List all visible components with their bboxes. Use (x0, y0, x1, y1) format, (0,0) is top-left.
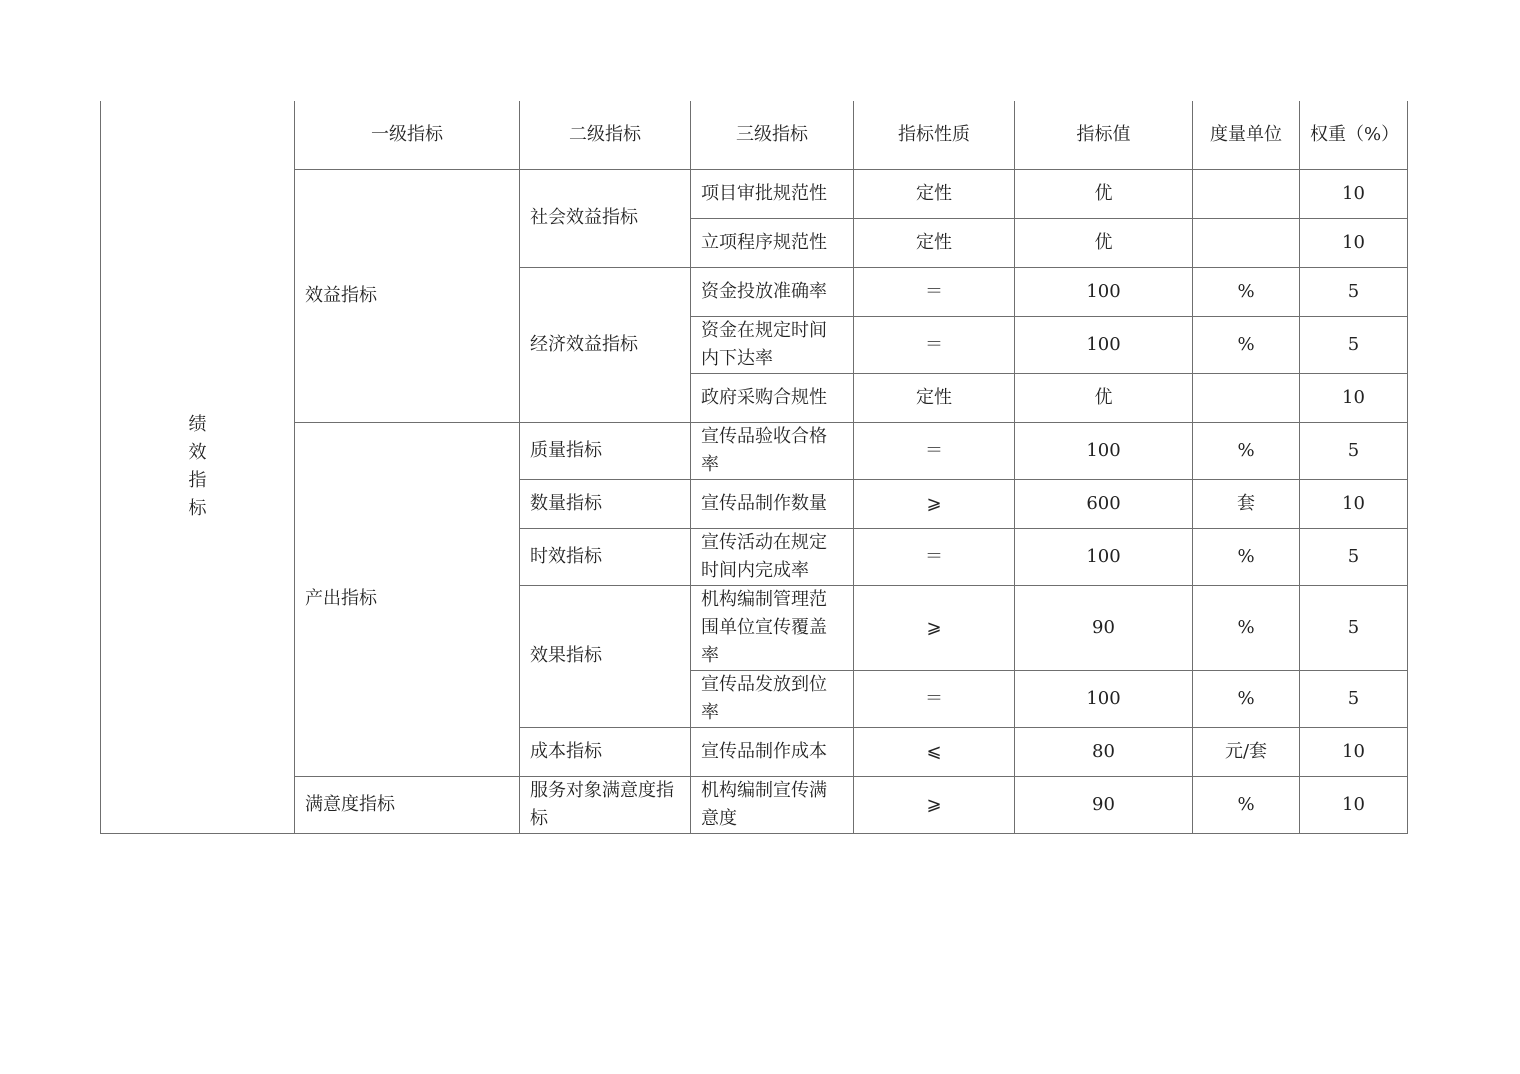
subgroup-cell-cost: 成本指标 (520, 727, 691, 776)
nature-cell: 定性 (854, 218, 1015, 267)
level3-cell: 资金在规定时间内下达率 (691, 316, 854, 373)
value-cell: 90 (1015, 585, 1193, 670)
level3-cell: 宣传活动在规定时间内完成率 (691, 528, 854, 585)
header-value: 指标值 (1015, 101, 1193, 169)
subgroup-cell-effect: 效果指标 (520, 585, 691, 727)
value-cell: 600 (1015, 479, 1193, 528)
nature-cell: ＝ (854, 422, 1015, 479)
table-row (101, 776, 1408, 833)
level3-cell: 项目审批规范性 (691, 169, 854, 218)
value-cell: 100 (1015, 316, 1193, 373)
weight-cell: 10 (1300, 776, 1408, 833)
value-cell: 优 (1015, 218, 1193, 267)
weight-cell: 10 (1300, 169, 1408, 218)
weight-cell: 5 (1300, 316, 1408, 373)
value-cell: 100 (1015, 267, 1193, 316)
nature-cell: ＝ (854, 528, 1015, 585)
value-cell: 80 (1015, 727, 1193, 776)
subgroup-cell-quality: 质量指标 (520, 422, 691, 479)
performance-indicator-table (100, 101, 1408, 834)
section-label-char: 指 (188, 469, 207, 491)
weight-cell: 5 (1300, 585, 1408, 670)
unit-cell: % (1193, 267, 1300, 316)
subgroup-cell-service: 服务对象满意度指标 (520, 776, 691, 833)
nature-cell: 定性 (854, 169, 1015, 218)
nature-cell: ⩾ (854, 585, 1015, 670)
level3-cell: 机构编制宣传满意度 (691, 776, 854, 833)
unit-cell (1193, 373, 1300, 422)
group-cell-satisfaction: 满意度指标 (295, 776, 520, 833)
level3-cell: 宣传品发放到位率 (691, 670, 854, 727)
header-row (101, 101, 1408, 169)
subgroup-cell-social: 社会效益指标 (520, 169, 691, 267)
header-nature: 指标性质 (854, 101, 1015, 169)
unit-cell: % (1193, 585, 1300, 670)
subgroup-cell-economic: 经济效益指标 (520, 267, 691, 422)
level3-cell: 政府采购合规性 (691, 373, 854, 422)
weight-cell: 10 (1300, 218, 1408, 267)
section-label-char: 效 (188, 441, 207, 463)
table-row (101, 422, 1408, 479)
value-cell: 优 (1015, 169, 1193, 218)
weight-cell: 5 (1300, 670, 1408, 727)
nature-cell: ＝ (854, 670, 1015, 727)
section-label-char: 标 (188, 497, 207, 519)
header-unit: 度量单位 (1193, 101, 1300, 169)
weight-cell: 5 (1300, 422, 1408, 479)
group-cell-benefit: 效益指标 (295, 169, 520, 422)
weight-cell: 10 (1300, 373, 1408, 422)
value-cell: 100 (1015, 670, 1193, 727)
value-cell: 90 (1015, 776, 1193, 833)
nature-cell: ⩾ (854, 776, 1015, 833)
value-cell: 100 (1015, 422, 1193, 479)
nature-cell: ⩾ (854, 479, 1015, 528)
unit-cell: 套 (1193, 479, 1300, 528)
subgroup-cell-quantity: 数量指标 (520, 479, 691, 528)
level3-cell: 宣传品制作成本 (691, 727, 854, 776)
nature-cell: ＝ (854, 316, 1015, 373)
unit-cell: % (1193, 422, 1300, 479)
unit-cell: % (1193, 316, 1300, 373)
nature-cell: ＝ (854, 267, 1015, 316)
unit-cell: 元/套 (1193, 727, 1300, 776)
nature-cell: 定性 (854, 373, 1015, 422)
nature-cell: ⩽ (854, 727, 1015, 776)
weight-cell: 5 (1300, 267, 1408, 316)
header-level3: 三级指标 (691, 101, 854, 169)
unit-cell: % (1193, 776, 1300, 833)
header-weight: 权重（%） (1300, 101, 1408, 169)
unit-cell (1193, 218, 1300, 267)
level3-cell: 资金投放准确率 (691, 267, 854, 316)
value-cell: 100 (1015, 528, 1193, 585)
unit-cell: % (1193, 670, 1300, 727)
value-cell: 优 (1015, 373, 1193, 422)
unit-cell: % (1193, 528, 1300, 585)
level3-cell: 宣传品验收合格率 (691, 422, 854, 479)
group-cell-output: 产出指标 (295, 422, 520, 776)
header-level1: 一级指标 (295, 101, 520, 169)
level3-cell: 立项程序规范性 (691, 218, 854, 267)
subgroup-cell-timeliness: 时效指标 (520, 528, 691, 585)
header-level2: 二级指标 (520, 101, 691, 169)
level3-cell: 宣传品制作数量 (691, 479, 854, 528)
unit-cell (1193, 169, 1300, 218)
section-label-char: 绩 (188, 413, 207, 435)
level3-cell: 机构编制管理范围单位宣传覆盖率 (691, 585, 854, 670)
weight-cell: 10 (1300, 479, 1408, 528)
weight-cell: 10 (1300, 727, 1408, 776)
weight-cell: 5 (1300, 528, 1408, 585)
section-label-cell (101, 101, 295, 833)
table-row (101, 169, 1408, 218)
